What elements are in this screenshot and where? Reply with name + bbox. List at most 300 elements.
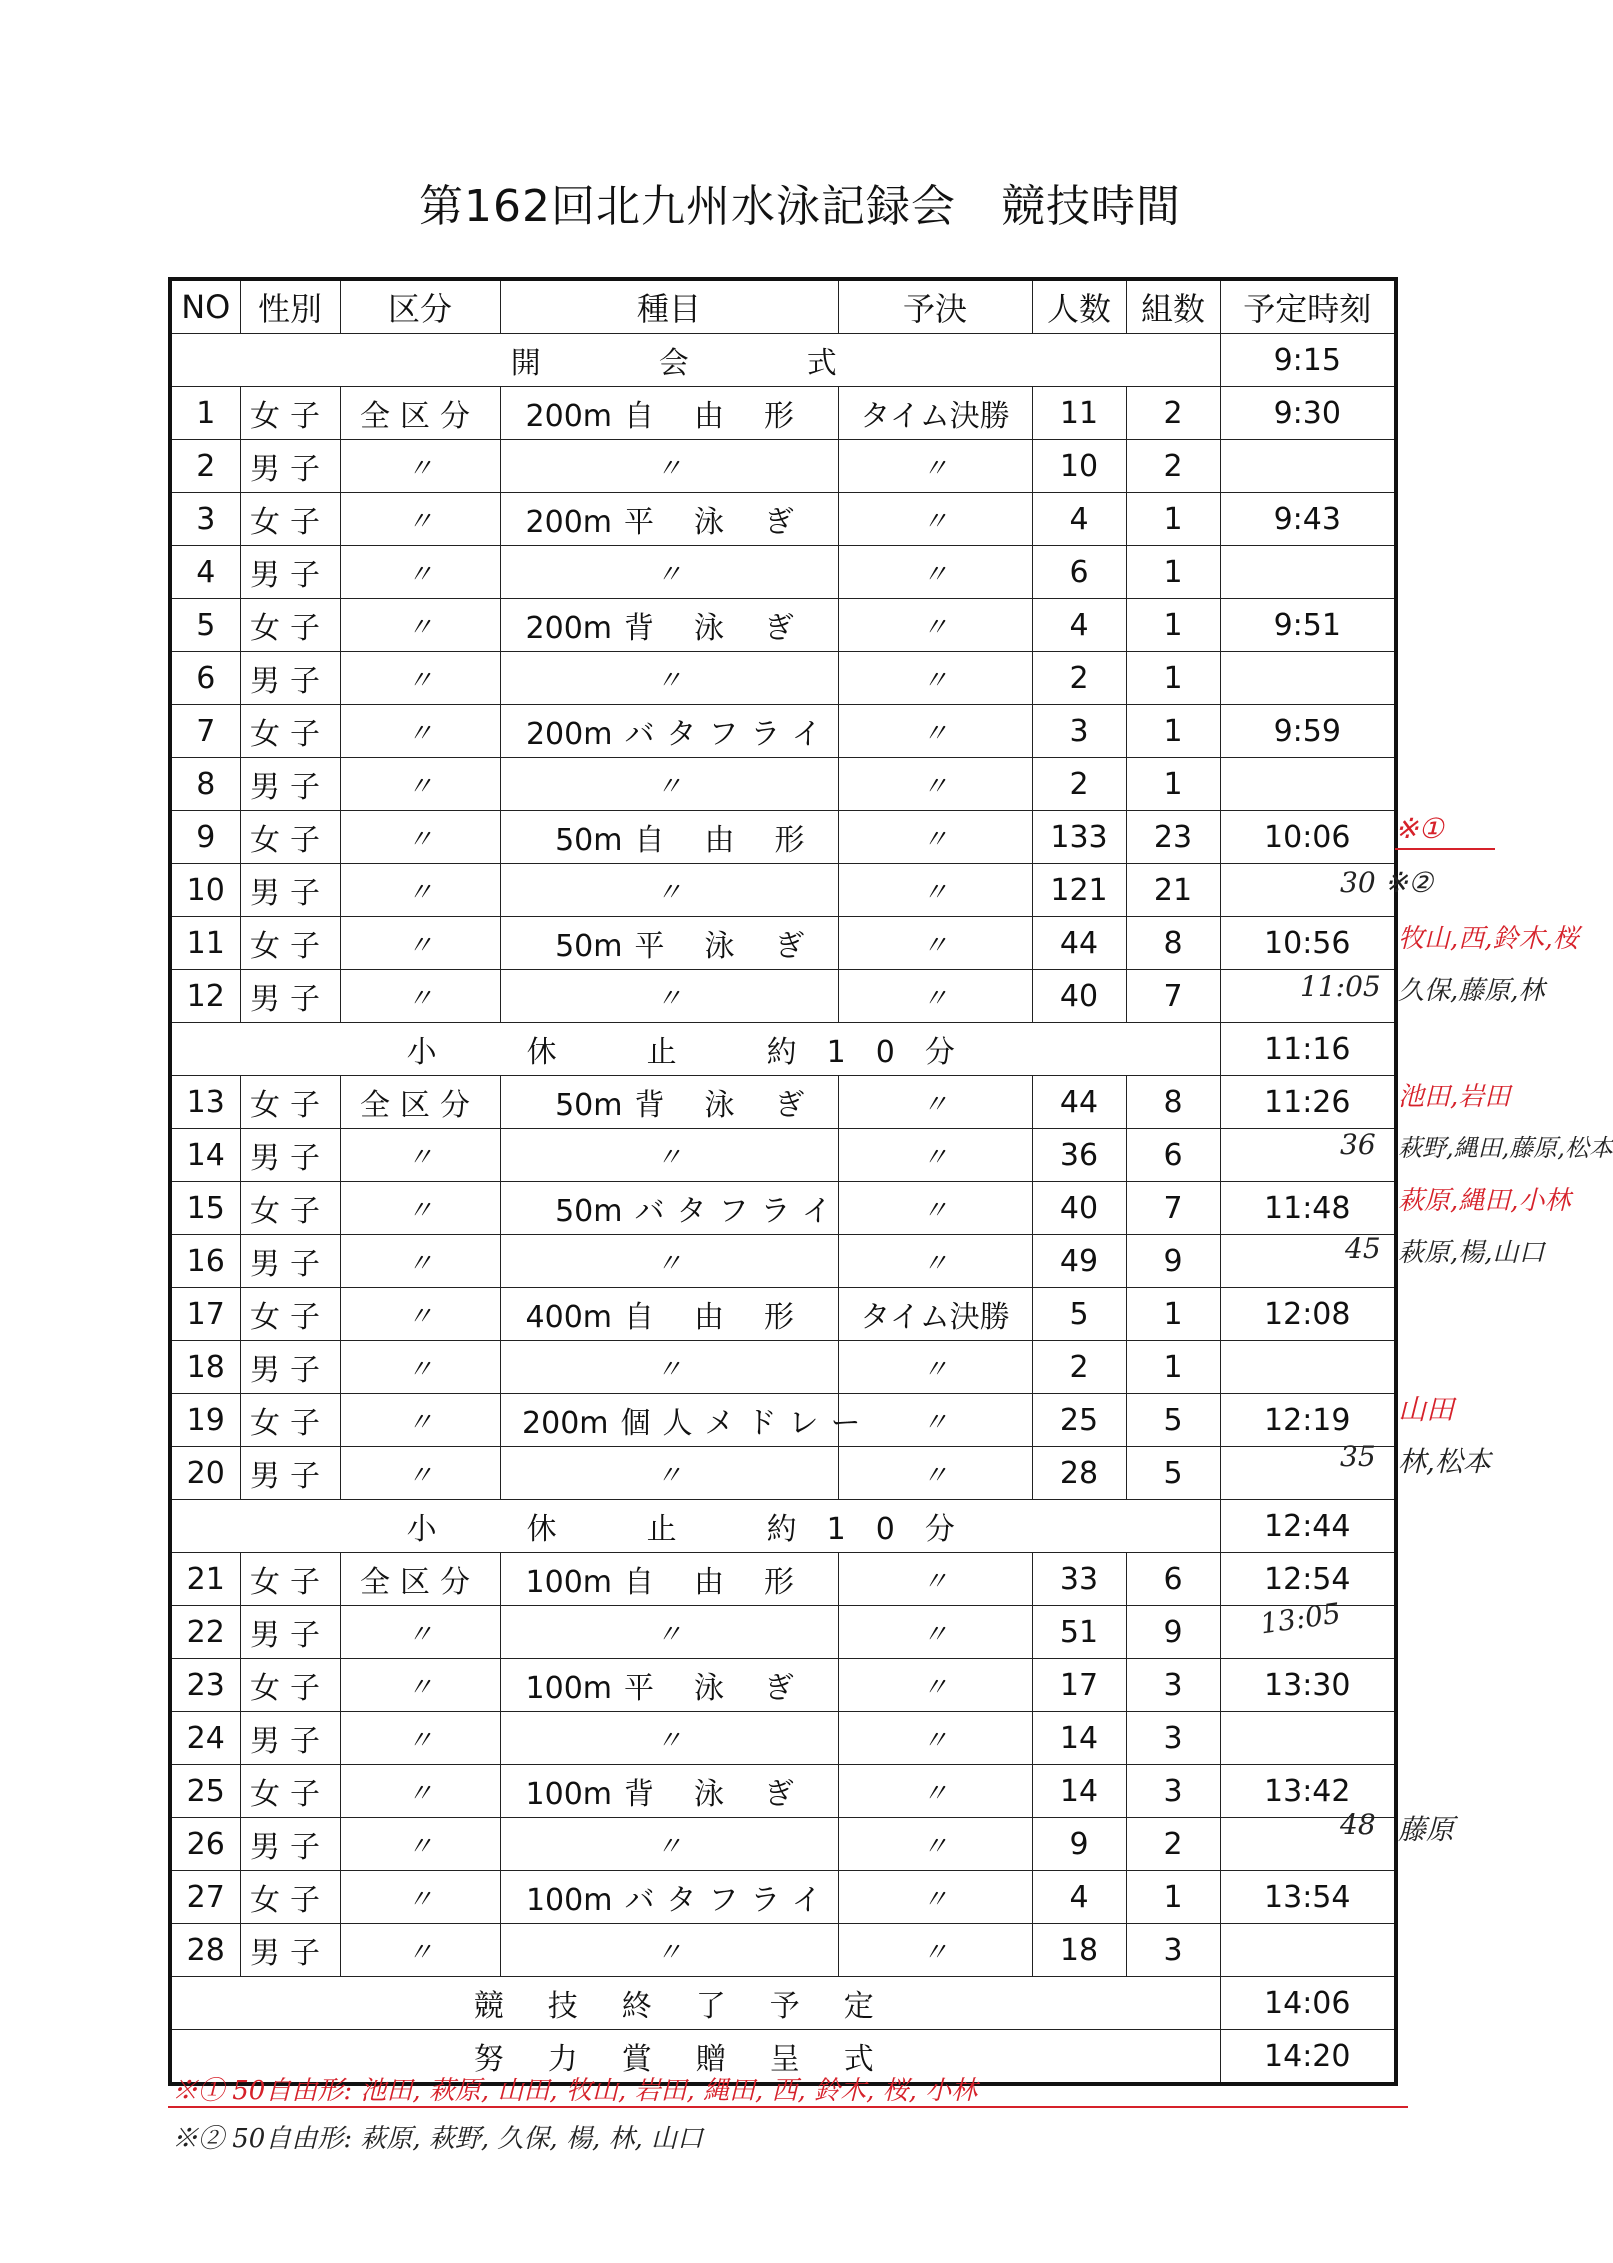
row-heats: 8	[1126, 917, 1220, 970]
event-distance: 50m	[555, 1194, 623, 1229]
opening-row-label: 開 会 式	[170, 334, 1220, 387]
table-row	[170, 1553, 1396, 1606]
row-sex: 女子	[240, 811, 340, 864]
row-division: 〃	[340, 864, 500, 917]
schedule-body	[170, 334, 1396, 2085]
row-no: 6	[170, 652, 240, 705]
row-time: 9:43	[1220, 493, 1396, 546]
row-heats: 1	[1126, 546, 1220, 599]
row-no: 1	[170, 387, 240, 440]
row-heats: 1	[1126, 1288, 1220, 1341]
row-time: 13:30	[1220, 1659, 1396, 1712]
row-event: 〃	[500, 758, 838, 811]
row-no: 23	[170, 1659, 240, 1712]
row-sex: 女子	[240, 1288, 340, 1341]
table-row	[170, 1871, 1396, 1924]
row-event: 〃	[500, 970, 838, 1023]
handwritten-note-19: 山田	[1398, 1393, 1455, 1426]
red-underline	[1395, 848, 1495, 850]
row-entrants: 3	[1032, 705, 1126, 758]
row-round: 〃	[838, 1235, 1032, 1288]
row-entrants: 4	[1032, 599, 1126, 652]
row-no: 8	[170, 758, 240, 811]
row-heats: 1	[1126, 705, 1220, 758]
row-sex: 女子	[240, 1871, 340, 1924]
row-entrants: 18	[1032, 1924, 1126, 1977]
row-entrants: 44	[1032, 1076, 1126, 1129]
row-no: 21	[170, 1553, 240, 1606]
break-row-label: 小 休 止 約10分	[170, 1500, 1220, 1553]
row-sex: 女子	[240, 1659, 340, 1712]
row-round: 〃	[838, 1447, 1032, 1500]
row-sex: 女子	[240, 387, 340, 440]
row-heats: 1	[1126, 1871, 1220, 1924]
row-time	[1220, 758, 1396, 811]
row-heats: 2	[1126, 387, 1220, 440]
row-division: 〃	[340, 1447, 500, 1500]
row-event: 〃	[500, 652, 838, 705]
event-stroke: 背泳ぎ	[624, 611, 834, 646]
row-entrants: 36	[1032, 1129, 1126, 1182]
row-sex: 女子	[240, 1553, 340, 1606]
row-sex: 男子	[240, 1924, 340, 1977]
row-time: 13:42	[1220, 1765, 1396, 1818]
row-sex: 女子	[240, 917, 340, 970]
row-sex: 女子	[240, 1394, 340, 1447]
row-entrants: 9	[1032, 1818, 1126, 1871]
row-division: 全区分	[340, 1553, 500, 1606]
row-time: 12:19	[1220, 1394, 1396, 1447]
table-row	[170, 1235, 1396, 1288]
row-entrants: 2	[1032, 652, 1126, 705]
row-division: 〃	[340, 1182, 500, 1235]
row-time: 10:06	[1220, 811, 1396, 864]
row-heats: 6	[1126, 1129, 1220, 1182]
row-heats: 6	[1126, 1553, 1220, 1606]
row-no: 7	[170, 705, 240, 758]
row-no: 17	[170, 1288, 240, 1341]
event-stroke: 自由形	[634, 823, 845, 858]
row-round: 〃	[838, 811, 1032, 864]
row-sex: 男子	[240, 864, 340, 917]
row-entrants: 33	[1032, 1553, 1126, 1606]
event-stroke: バタフライ	[634, 1194, 844, 1229]
row-division: 〃	[340, 705, 500, 758]
row-event	[500, 387, 838, 440]
row-no: 4	[170, 546, 240, 599]
row-no: 11	[170, 917, 240, 970]
row-no: 24	[170, 1712, 240, 1765]
row-entrants: 44	[1032, 917, 1126, 970]
row-entrants: 4	[1032, 493, 1126, 546]
row-sex: 女子	[240, 1765, 340, 1818]
row-time: 10:56	[1220, 917, 1396, 970]
event-stroke: バタフライ	[624, 717, 834, 752]
row-sex: 女子	[240, 599, 340, 652]
row-sex: 男子	[240, 1606, 340, 1659]
row-heats: 5	[1126, 1394, 1220, 1447]
row-division: 〃	[340, 1606, 500, 1659]
row-no: 12	[170, 970, 240, 1023]
row-round: 〃	[838, 705, 1032, 758]
row-no: 14	[170, 1129, 240, 1182]
row-time	[1220, 440, 1396, 493]
header-entrants: 人数	[1032, 279, 1126, 334]
row-round: 〃	[838, 1659, 1032, 1712]
row-round: 〃	[838, 1129, 1032, 1182]
event-stroke: バタフライ	[624, 1883, 834, 1918]
row-division: 全区分	[340, 387, 500, 440]
table-row	[170, 1341, 1396, 1394]
header-no: NO	[170, 279, 240, 334]
row-entrants: 2	[1032, 1341, 1126, 1394]
row-division: 〃	[340, 1235, 500, 1288]
event-distance: 50m	[555, 823, 623, 858]
page-title: 第162回北九州水泳記録会 競技時間	[419, 181, 1181, 232]
row-division: 〃	[340, 493, 500, 546]
row-entrants: 11	[1032, 387, 1126, 440]
row-division: 〃	[340, 758, 500, 811]
row-event	[500, 1076, 845, 1129]
row-heats: 3	[1126, 1924, 1220, 1977]
row-round: 〃	[838, 1182, 1032, 1235]
row-heats: 1	[1126, 1341, 1220, 1394]
row-entrants: 14	[1032, 1712, 1126, 1765]
row-time	[1220, 1712, 1396, 1765]
row-sex: 男子	[240, 1129, 340, 1182]
row-event	[500, 599, 838, 652]
table-row	[170, 1659, 1396, 1712]
row-heats: 1	[1126, 599, 1220, 652]
row-no: 26	[170, 1818, 240, 1871]
event-distance: 100m	[525, 1565, 612, 1600]
event-stroke: 平泳ぎ	[624, 505, 834, 540]
row-round: 〃	[838, 1076, 1032, 1129]
row-division: 〃	[340, 1871, 500, 1924]
row-round: 〃	[838, 1871, 1032, 1924]
row-event	[500, 1288, 838, 1341]
handwritten-note-11: 牧山,西,鈴木,桜	[1398, 924, 1579, 954]
event-distance: 200m	[525, 717, 613, 752]
header-heats: 組数	[1126, 279, 1220, 334]
row-event: 〃	[500, 440, 838, 493]
row-division: 〃	[340, 1818, 500, 1871]
event-distance: 200m	[525, 505, 612, 540]
row-heats: 1	[1126, 758, 1220, 811]
row-no: 13	[170, 1076, 240, 1129]
event-stroke: 自由形	[624, 399, 834, 434]
row-round: 〃	[838, 440, 1032, 493]
table-row	[170, 493, 1396, 546]
event-distance: 200m	[525, 611, 612, 646]
row-no: 25	[170, 1765, 240, 1818]
event-stroke: 自由形	[624, 1300, 834, 1335]
row-sex: 男子	[240, 758, 340, 811]
footer-red-line	[168, 2106, 1408, 2108]
row-no: 27	[170, 1871, 240, 1924]
row-time: 9:30	[1220, 387, 1396, 440]
row-entrants: 49	[1032, 1235, 1126, 1288]
table-row	[170, 387, 1396, 440]
row-division: 〃	[340, 599, 500, 652]
handwritten-note-15: 萩原,縄田,小林	[1398, 1186, 1571, 1216]
row-heats: 21	[1126, 864, 1220, 917]
award-row-time: 14:20	[1220, 2030, 1396, 2085]
row-no: 10	[170, 864, 240, 917]
handwritten-time-14: 36	[1340, 1128, 1376, 1161]
row-entrants: 25	[1032, 1394, 1126, 1447]
row-time: 11:26	[1220, 1076, 1396, 1129]
handwritten-note-13: 池田,岩田	[1398, 1082, 1511, 1112]
header-division: 区分	[340, 279, 500, 334]
row-event: 〃	[500, 1924, 838, 1977]
row-no: 18	[170, 1341, 240, 1394]
row-heats: 1	[1126, 493, 1220, 546]
row-no: 22	[170, 1606, 240, 1659]
row-sex: 女子	[240, 705, 340, 758]
row-round: 〃	[838, 1394, 1032, 1447]
row-round: 〃	[838, 493, 1032, 546]
row-event: 〃	[500, 1712, 838, 1765]
handwritten-time-16: 45	[1345, 1232, 1381, 1265]
event-stroke: 平泳ぎ	[624, 1671, 834, 1706]
row-sex: 女子	[240, 1182, 340, 1235]
handwritten-note-14: 萩野,縄田,藤原,松本	[1398, 1134, 1613, 1162]
row-no: 28	[170, 1924, 240, 1977]
row-division: 〃	[340, 1341, 500, 1394]
row-event	[500, 811, 845, 864]
row-time	[1220, 546, 1396, 599]
row-heats: 7	[1126, 970, 1220, 1023]
row-event	[500, 917, 845, 970]
handwritten-note-12: 久保,藤原,林	[1398, 976, 1545, 1006]
handwritten-time-12: 11:05	[1300, 970, 1381, 1003]
row-event: 〃	[500, 1341, 838, 1394]
row-division: 〃	[340, 1288, 500, 1341]
row-event: 〃	[500, 1818, 838, 1871]
row-division: 〃	[340, 440, 500, 493]
row-time	[1220, 652, 1396, 705]
row-event: 〃	[500, 1447, 838, 1500]
table-row	[170, 440, 1396, 493]
table-row	[170, 1288, 1396, 1341]
header-row	[170, 279, 1396, 334]
row-division: 〃	[340, 652, 500, 705]
row-entrants: 40	[1032, 1182, 1126, 1235]
handwritten-mark-10: 30 ※②	[1340, 866, 1434, 899]
row-time: 9:51	[1220, 599, 1396, 652]
row-event	[500, 705, 838, 758]
handwritten-time-22: 13:05	[1258, 1596, 1343, 1641]
row-time: 12:54	[1220, 1553, 1396, 1606]
table-row	[170, 1394, 1396, 1447]
row-round: 〃	[838, 1712, 1032, 1765]
event-distance: 100m	[525, 1777, 612, 1812]
row-event: 〃	[500, 546, 838, 599]
row-event	[500, 1871, 838, 1924]
row-sex: 男子	[240, 440, 340, 493]
row-heats: 3	[1126, 1659, 1220, 1712]
row-entrants: 10	[1032, 440, 1126, 493]
row-entrants: 133	[1032, 811, 1126, 864]
row-division: 〃	[340, 1765, 500, 1818]
row-heats: 9	[1126, 1235, 1220, 1288]
end-row-time: 14:06	[1220, 1977, 1396, 2030]
break-row-time: 12:44	[1220, 1500, 1396, 1553]
event-stroke: 背泳ぎ	[634, 1088, 845, 1123]
row-sex: 男子	[240, 1447, 340, 1500]
table-row	[170, 599, 1396, 652]
row-event: 〃	[500, 864, 838, 917]
row-entrants: 17	[1032, 1659, 1126, 1712]
row-no: 19	[170, 1394, 240, 1447]
table-row	[170, 705, 1396, 758]
row-heats: 9	[1126, 1606, 1220, 1659]
table-row	[170, 1129, 1396, 1182]
break-row	[170, 1023, 1396, 1076]
row-entrants: 51	[1032, 1606, 1126, 1659]
table-row	[170, 546, 1396, 599]
table-row	[170, 811, 1396, 864]
row-event	[500, 1765, 838, 1818]
award-row-label: 努力賞贈呈式	[170, 2030, 1220, 2085]
event-stroke: 個人メドレー	[620, 1406, 873, 1441]
row-round: 〃	[838, 970, 1032, 1023]
table-row	[170, 1076, 1396, 1129]
row-no: 2	[170, 440, 240, 493]
row-no: 15	[170, 1182, 240, 1235]
header-sex: 性別	[240, 279, 340, 334]
row-round: 〃	[838, 1818, 1032, 1871]
row-division: 全区分	[340, 1076, 500, 1129]
row-event	[500, 1182, 844, 1235]
row-no: 20	[170, 1447, 240, 1500]
handwritten-mark-9: ※①	[1395, 812, 1444, 845]
event-stroke: 自由形	[624, 1565, 834, 1600]
event-stroke: 平泳ぎ	[634, 929, 845, 964]
event-distance: 200m	[525, 399, 612, 434]
row-round: 〃	[838, 599, 1032, 652]
row-round: 〃	[838, 1924, 1032, 1977]
schedule-table	[168, 277, 1398, 2086]
event-distance: 400m	[525, 1300, 612, 1335]
event-distance: 200m	[522, 1406, 609, 1441]
event-distance: 100m	[525, 1671, 612, 1706]
row-round: 〃	[838, 1765, 1032, 1818]
event-distance: 100m	[525, 1883, 613, 1918]
header-event: 種目	[500, 279, 838, 334]
event-distance: 50m	[555, 1088, 623, 1123]
row-no: 9	[170, 811, 240, 864]
footer-note-2: ※② 50自由形: 萩原, 萩野, 久保, 楊, 林, 山口	[172, 2124, 704, 2154]
row-entrants: 121	[1032, 864, 1126, 917]
table-row	[170, 758, 1396, 811]
row-entrants: 40	[1032, 970, 1126, 1023]
row-round: 〃	[838, 1553, 1032, 1606]
row-event: 〃	[500, 1606, 838, 1659]
row-time: 13:54	[1220, 1871, 1396, 1924]
row-sex: 男子	[240, 1235, 340, 1288]
row-round: タイム決勝	[838, 387, 1032, 440]
row-heats: 7	[1126, 1182, 1220, 1235]
row-event	[500, 493, 838, 546]
opening-row-time: 9:15	[1220, 334, 1396, 387]
table-row	[170, 917, 1396, 970]
opening-row	[170, 334, 1396, 387]
row-no: 16	[170, 1235, 240, 1288]
row-no: 5	[170, 599, 240, 652]
event-stroke: 背泳ぎ	[624, 1777, 834, 1812]
row-division: 〃	[340, 811, 500, 864]
row-division: 〃	[340, 1712, 500, 1765]
row-entrants: 6	[1032, 546, 1126, 599]
handwritten-note-26: 藤原	[1398, 1813, 1455, 1846]
event-distance: 50m	[555, 929, 623, 964]
row-sex: 男子	[240, 546, 340, 599]
row-time	[1220, 1924, 1396, 1977]
row-heats: 2	[1126, 440, 1220, 493]
row-heats: 2	[1126, 1818, 1220, 1871]
row-entrants: 14	[1032, 1765, 1126, 1818]
row-event	[500, 1553, 838, 1606]
row-sex: 男子	[240, 1712, 340, 1765]
row-heats: 3	[1126, 1712, 1220, 1765]
break-row-time: 11:16	[1220, 1023, 1396, 1076]
row-division: 〃	[340, 917, 500, 970]
row-division: 〃	[340, 1129, 500, 1182]
row-sex: 男子	[240, 652, 340, 705]
handwritten-note-16: 萩原,楊,山口	[1398, 1238, 1545, 1268]
row-time: 11:48	[1220, 1182, 1396, 1235]
row-round: タイム決勝	[838, 1288, 1032, 1341]
row-division: 〃	[340, 1394, 500, 1447]
row-heats: 5	[1126, 1447, 1220, 1500]
row-round: 〃	[838, 1341, 1032, 1394]
row-sex: 女子	[240, 493, 340, 546]
table-row	[170, 1712, 1396, 1765]
row-round: 〃	[838, 864, 1032, 917]
table-row	[170, 1447, 1396, 1500]
table-row	[170, 1606, 1396, 1659]
row-sex: 男子	[240, 970, 340, 1023]
row-event: 〃	[500, 1129, 838, 1182]
row-round: 〃	[838, 758, 1032, 811]
row-division: 〃	[340, 1659, 500, 1712]
end-row-label: 競技終了予定	[170, 1977, 1220, 2030]
header-round: 予決	[838, 279, 1032, 334]
footer-note-1: ※① 50自由形: 池田, 萩原, 山田, 牧山, 岩田, 縄田, 西, 鈴木, 桜, 小林	[172, 2076, 978, 2106]
row-time	[1220, 1341, 1396, 1394]
row-no: 3	[170, 493, 240, 546]
row-round: 〃	[838, 1606, 1032, 1659]
table-row	[170, 970, 1396, 1023]
row-event	[500, 1394, 873, 1447]
row-time: 12:08	[1220, 1288, 1396, 1341]
row-entrants: 28	[1032, 1447, 1126, 1500]
row-sex: 男子	[240, 1341, 340, 1394]
row-entrants: 5	[1032, 1288, 1126, 1341]
row-division: 〃	[340, 546, 500, 599]
row-event	[500, 1659, 838, 1712]
row-round: 〃	[838, 917, 1032, 970]
table-row	[170, 1818, 1396, 1871]
table-row	[170, 864, 1396, 917]
row-round: 〃	[838, 546, 1032, 599]
row-time: 9:59	[1220, 705, 1396, 758]
row-division: 〃	[340, 970, 500, 1023]
row-sex: 男子	[240, 1818, 340, 1871]
handwritten-note-20: 林,松本	[1398, 1445, 1491, 1478]
